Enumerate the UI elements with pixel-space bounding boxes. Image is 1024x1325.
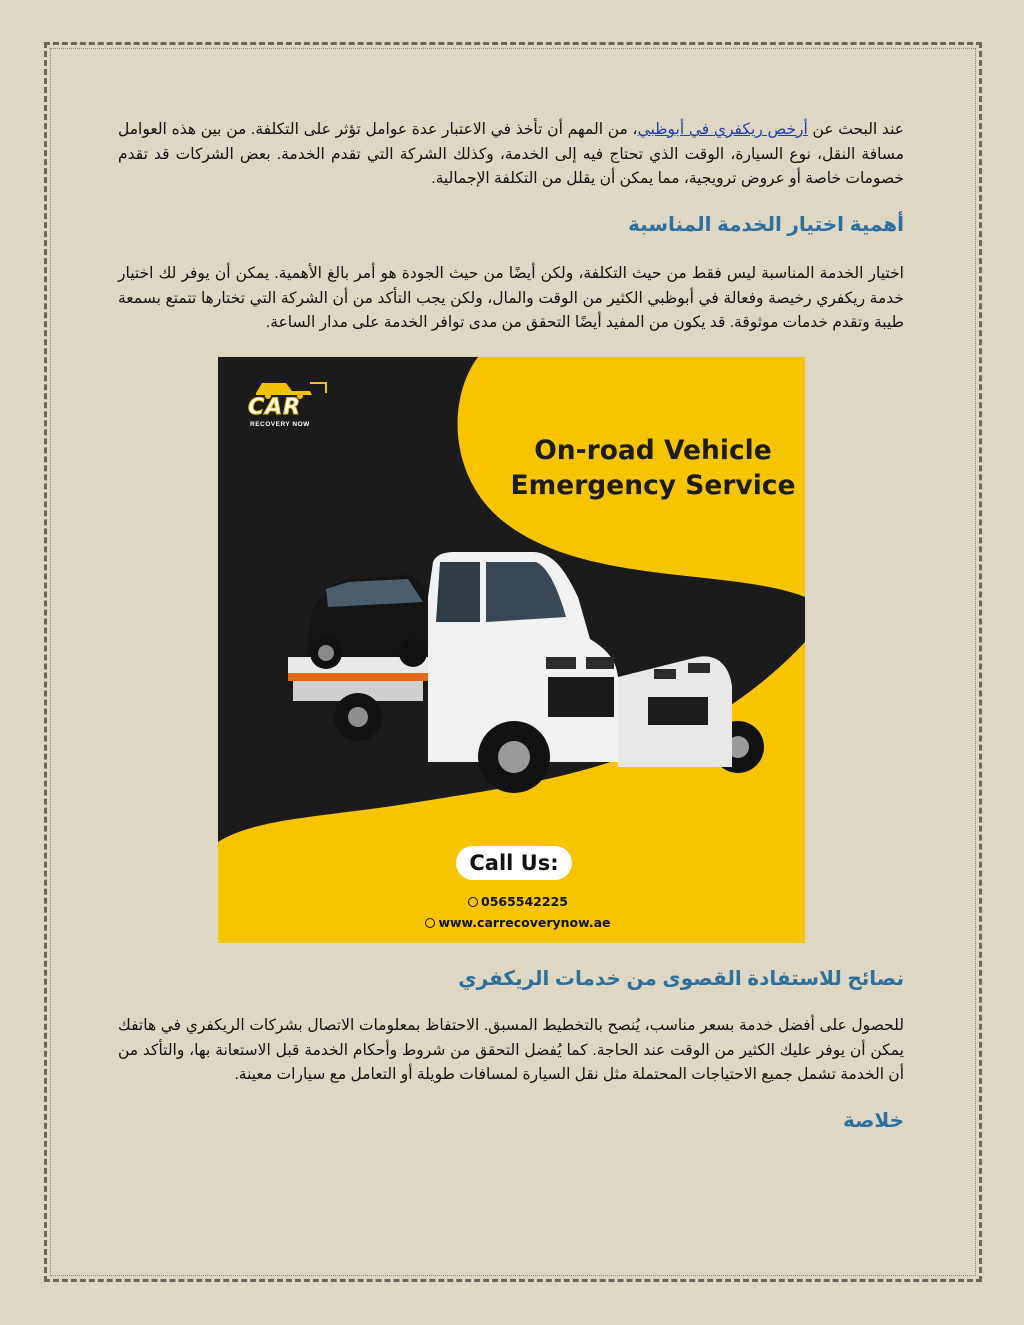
phone-icon bbox=[468, 897, 478, 907]
tips-paragraph bbox=[118, 1014, 904, 1088]
heading-summary: خلاصة bbox=[842, 1110, 904, 1132]
section-heading-importance bbox=[118, 212, 904, 237]
intro-suffix: ، من المهم أن تأخذ في الاعتبار عدة عوامل تؤثر على التكلفة. من بين هذه العوامل مسافة النقل، نوع السيارة، الوقت الذي تحتاج فيه إلى الخدمة، وكذلك الشركة التي تقدم الخدمة. بعض الشركات قد تقدم خصومات خاصة أو عروض ترويجية، مما يمكن أن يقلل من التكلفة الإجمالية. bbox=[118, 121, 904, 187]
importance-paragraph bbox=[118, 262, 904, 336]
promo-headline bbox=[508, 433, 798, 503]
headline-line-1: On-road Vehicle bbox=[534, 435, 772, 466]
phone-number: 0565542225 bbox=[481, 894, 568, 909]
website-url: www.carrecoverynow.ae bbox=[438, 915, 611, 930]
section-heading-tips bbox=[118, 966, 904, 991]
logo-word: CAR bbox=[248, 395, 302, 420]
phone-line bbox=[418, 894, 618, 909]
intro-paragraph bbox=[118, 118, 904, 192]
brand-logo bbox=[240, 379, 340, 435]
tips-text: للحصول على أفضل خدمة بسعر مناسب، يُنصح بالتخطيط المسبق. الاحتفاظ بمعلومات الاتصال بشركات الريكفري في هاتفك يمكن أن يوفر عليك الكثير من الوقت عند الحاجة. كما يُفضل التحقق من شروط وأحكام الخدمة قبل الاستعانة بها، والتأكد من أن الخدمة تشمل جميع الاحتياجات المحتملة مثل نقل السيارة لمسافات طويلة أو التعامل مع سيارات معينة. bbox=[118, 1017, 904, 1083]
section-heading-summary bbox=[118, 1108, 904, 1133]
importance-text: اختيار الخدمة المناسبة ليس فقط من حيث التكلفة، ولكن أيضًا من حيث الجودة هو أمر بالغ الأهمية. يمكن أن يوفر لك اختيار خدمة ريكفري رخيصة وفعالة في أبوظبي الكثير من الوقت والمال، ولكن يجب التأكد من أن الشركة التي تختارها تتمتع بسمعة طيبة وتقدم خدمات موثوقة. قد يكون من المفيد أيضًا التحقق من مدى توافر الخدمة على مدار الساعة. bbox=[118, 265, 904, 331]
logo-subtitle: RECOVERY NOW bbox=[250, 421, 310, 428]
intro-prefix: عند البحث عن bbox=[807, 121, 904, 138]
cheapest-recovery-link[interactable]: أرخص ريكفري في أبوظبي bbox=[637, 121, 808, 138]
headline-line-2: Emergency Service bbox=[510, 470, 796, 501]
promo-banner bbox=[218, 357, 805, 943]
globe-icon bbox=[425, 918, 435, 928]
website-line bbox=[418, 915, 618, 930]
heading-importance: أهمية اختيار الخدمة المناسبة bbox=[628, 214, 904, 236]
heading-tips: نصائح للاستفادة القصوى من خدمات الريكفري bbox=[458, 968, 904, 990]
call-us-badge: Call Us: bbox=[456, 846, 572, 880]
